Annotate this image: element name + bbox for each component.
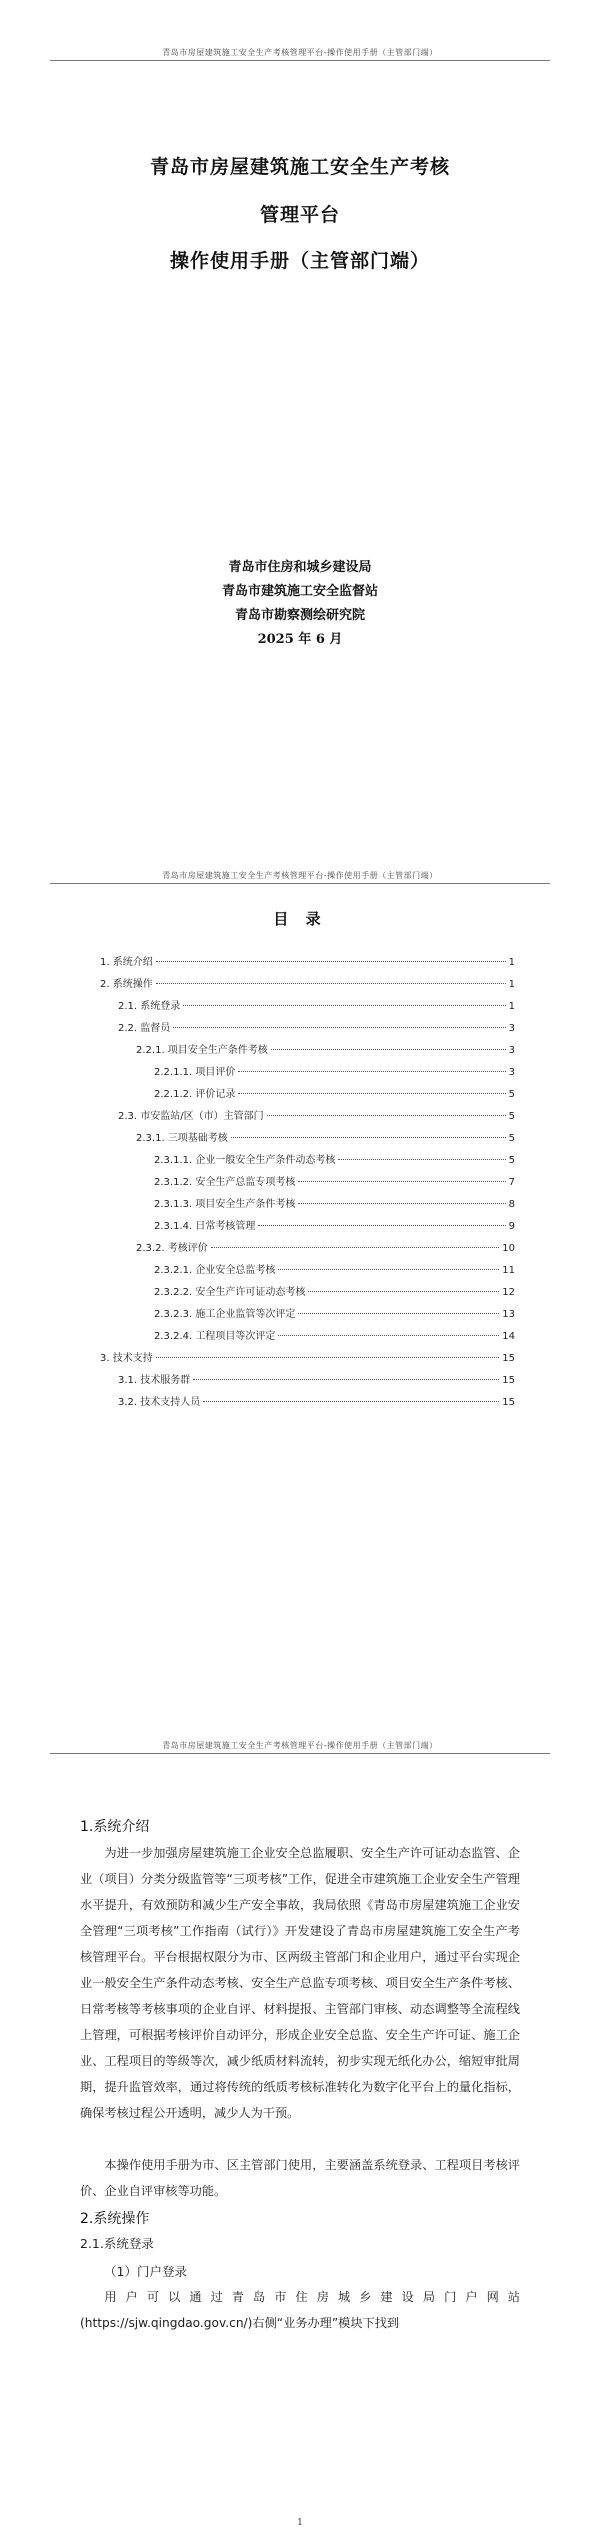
toc-entry-page: 5 xyxy=(508,1089,515,1100)
toc-entry[interactable] xyxy=(100,975,515,989)
toc-entry-text: 2.1. 系统登录 xyxy=(118,1001,181,1012)
toc-entry-text: 2.3.1.4. 日常考核管理 xyxy=(154,1221,256,1232)
toc-leader-dots xyxy=(156,983,506,984)
cover-title-line1: 青岛市房屋建筑施工安全生产考核 xyxy=(149,156,450,178)
toc-entry[interactable] xyxy=(136,1041,515,1055)
toc-entry[interactable] xyxy=(154,1261,515,1275)
toc-entry-text: 3.2. 技术支持人员 xyxy=(118,1397,201,1408)
toc-entry-page: 1 xyxy=(508,957,515,968)
scope-paragraph: 本操作使用手册为市、区主管部门使用，主要涵盖系统登录、工程项目考核评价、企业自评审核等功能。 xyxy=(80,2158,520,2198)
toc-leader-dots xyxy=(156,961,506,962)
toc-entry[interactable] xyxy=(118,1371,515,1385)
toc-entry[interactable] xyxy=(154,1085,515,1099)
toc-entry[interactable] xyxy=(118,1107,515,1121)
page-header: 青岛市房屋建筑施工安全生产考核管理平台-操作使用手册（主管部门端） xyxy=(162,48,438,57)
toc-leader-dots xyxy=(183,1005,505,1006)
toc-entry-page: 7 xyxy=(508,1177,515,1188)
toc-entry-text: 2.3. 市安监站/区（市）主管部门 xyxy=(118,1111,264,1122)
toc-entry-text: 3. 技术支持 xyxy=(100,1353,153,1364)
toc-leader-dots xyxy=(173,1027,505,1028)
toc-entry-text: 2.3.1.1. 企业一般安全生产条件动态考核 xyxy=(154,1155,336,1166)
toc-leader-dots xyxy=(298,1313,499,1314)
toc-leader-dots xyxy=(308,1291,499,1292)
toc-entry[interactable] xyxy=(154,1327,515,1341)
toc-entry-page: 13 xyxy=(502,1309,515,1320)
org-survey-institute: 青岛市勘察测绘研究院 xyxy=(234,608,365,623)
toc-entry[interactable] xyxy=(154,1063,515,1077)
toc-entry[interactable] xyxy=(118,1393,515,1407)
toc-entry-text: 2.2. 监督员 xyxy=(118,1023,171,1034)
cover-date: 2025 年 6 月 xyxy=(257,632,343,647)
toc-leader-dots xyxy=(267,1115,506,1116)
toc-entry-text: 2.2.1. 项目安全生产条件考核 xyxy=(136,1045,268,1056)
header-rule xyxy=(50,60,550,61)
toc-leader-dots xyxy=(258,1225,505,1226)
toc-leader-dots xyxy=(211,1247,499,1248)
toc-entry[interactable] xyxy=(136,1239,515,1253)
org-safety-station: 青岛市建筑施工安全监督站 xyxy=(221,584,378,599)
toc-entry-page: 3 xyxy=(508,1067,515,1078)
toc-leader-dots xyxy=(338,1159,505,1160)
toc-entry-page: 3 xyxy=(508,1045,515,1056)
org-housing-bureau: 青岛市住房和城乡建设局 xyxy=(228,560,372,575)
toc-entry-page: 15 xyxy=(502,1353,515,1364)
toc-entry[interactable] xyxy=(154,1173,515,1187)
toc-entry[interactable] xyxy=(154,1195,515,1209)
toc-leader-dots xyxy=(203,1401,499,1402)
toc-entry-page: 1 xyxy=(508,1001,515,1012)
subsection-heading-login: 2.1.系统登录 xyxy=(80,2236,154,2251)
toc-entry-page: 8 xyxy=(508,1199,515,1210)
toc-leader-dots xyxy=(278,1335,499,1336)
cover-title-line3: 操作使用手册（主管部门端） xyxy=(169,250,430,272)
toc-entry-text: 2.2.1.2. 评价记录 xyxy=(154,1089,236,1100)
toc-entry-text: 2.3.2.3. 施工企业监管等次评定 xyxy=(154,1309,296,1320)
toc-entry[interactable] xyxy=(154,1283,515,1297)
toc-entry-page: 1 xyxy=(508,979,515,990)
section-heading-ops: 2.系统操作 xyxy=(80,2211,150,2227)
toc-entry-text: 2.3.2. 考核评价 xyxy=(136,1243,208,1254)
body-page xyxy=(0,1740,600,2546)
portal-login-paragraph: 用户可以通过青岛市住房城乡建设局门户网站(https://sjw.qingdao.gov.cn/)右侧“业务办理”模块下找到 xyxy=(80,2290,520,2330)
toc-leader-dots xyxy=(298,1203,505,1204)
toc-entry[interactable] xyxy=(136,1129,515,1143)
toc-entry-text: 2. 系统操作 xyxy=(100,979,153,990)
toc-entry-text: 2.3.1. 三项基础考核 xyxy=(136,1133,228,1144)
toc-entry-page: 15 xyxy=(502,1375,515,1386)
toc-entry-page: 15 xyxy=(502,1397,515,1408)
toc-title: 目 录 xyxy=(273,910,327,928)
toc-entry[interactable] xyxy=(100,1349,515,1363)
toc-entry[interactable] xyxy=(154,1217,515,1231)
toc-entry-text: 2.3.2.1. 企业安全总监考核 xyxy=(154,1265,276,1276)
toc-leader-dots xyxy=(238,1071,505,1072)
toc-leader-dots xyxy=(193,1379,499,1380)
toc-leader-dots xyxy=(271,1049,506,1050)
toc-leader-dots xyxy=(238,1093,505,1094)
toc-entry[interactable] xyxy=(154,1305,515,1319)
toc-entry-text: 1. 系统介绍 xyxy=(100,957,153,968)
header-rule xyxy=(50,883,550,884)
toc-entry-page: 5 xyxy=(508,1155,515,1166)
toc-entry-text: 2.3.1.2. 安全生产总监专项考核 xyxy=(154,1177,296,1188)
page-header: 青岛市房屋建筑施工安全生产考核管理平台-操作使用手册（主管部门端） xyxy=(162,1741,438,1750)
cover-title-line2: 管理平台 xyxy=(259,204,340,226)
page-number: 1 xyxy=(297,2518,303,2528)
toc-leader-dots xyxy=(231,1137,506,1138)
toc-entry[interactable] xyxy=(118,1019,515,1033)
toc-entry-text: 2.3.1.3. 项目安全生产条件考核 xyxy=(154,1199,296,1210)
toc-entry-text: 2.2.1.1. 项目评价 xyxy=(154,1067,236,1078)
toc-entry-page: 9 xyxy=(508,1221,515,1232)
cover-page xyxy=(0,0,600,870)
toc-entry-page: 5 xyxy=(508,1111,515,1122)
intro-paragraph: 为进一步加强房屋建筑施工企业安全总监履职、安全生产许可证动态监管、企业（项目）分类分级监管等“三项考核”工作，促进全市建筑施工企业安全生产管理水平提升，有效预防和减少生产安全事故，我局依照《青岛市房屋建筑施工企业安全管理“三项考核”工作指南（试行）》开发建设了青岛市房屋建筑施工安全生产考核管理平台。平台根据权限分为市、区两级主管部门和企业用户，通过平台实现企业一般安全生产条件动态考核、安全生产总监专项考核、项目安全生产条件考核、日常考核等考核事项的企业自评、材料提报、主管部门审核、动态调整等全流程线上管理，可根据考核评价自动评分，形成企业安全总监、安全生产许可证、施工企业、工程项目的等级等次，减少纸质材料流转，初步实现无纸化办公，缩短审批周期，提升监管效率，通过将传统的纸质考核标准转化为数字化平台上的量化指标，确保考核过程公开透明，减少人为干预。 xyxy=(80,1846,520,2120)
page-header: 青岛市房屋建筑施工安全生产考核管理平台-操作使用手册（主管部门端） xyxy=(162,871,438,880)
portal-login-label: （1）门户登录 xyxy=(104,2264,187,2279)
toc-entry-page: 3 xyxy=(508,1023,515,1034)
toc-entry-text: 2.3.2.2. 安全生产许可证动态考核 xyxy=(154,1287,306,1298)
toc-entry[interactable] xyxy=(100,953,515,967)
toc-entry-page: 10 xyxy=(502,1243,515,1254)
toc-entry-page: 11 xyxy=(502,1265,515,1276)
toc-entry-page: 5 xyxy=(508,1133,515,1144)
toc-page xyxy=(0,870,600,1740)
toc-entry[interactable] xyxy=(118,997,515,1011)
toc-leader-dots xyxy=(156,1357,500,1358)
toc-entry-text: 2.3.2.4. 工程项目等次评定 xyxy=(154,1331,276,1342)
section-heading-intro: 1.系统介绍 xyxy=(80,1819,150,1835)
toc-entry-text: 3.1. 技术服务群 xyxy=(118,1375,191,1386)
toc-entry-page: 12 xyxy=(502,1287,515,1298)
toc-leader-dots xyxy=(278,1269,499,1270)
toc-leader-dots xyxy=(298,1181,505,1182)
toc-entry[interactable] xyxy=(154,1151,515,1165)
toc-entry-page: 14 xyxy=(502,1331,515,1342)
header-rule xyxy=(50,1753,550,1754)
